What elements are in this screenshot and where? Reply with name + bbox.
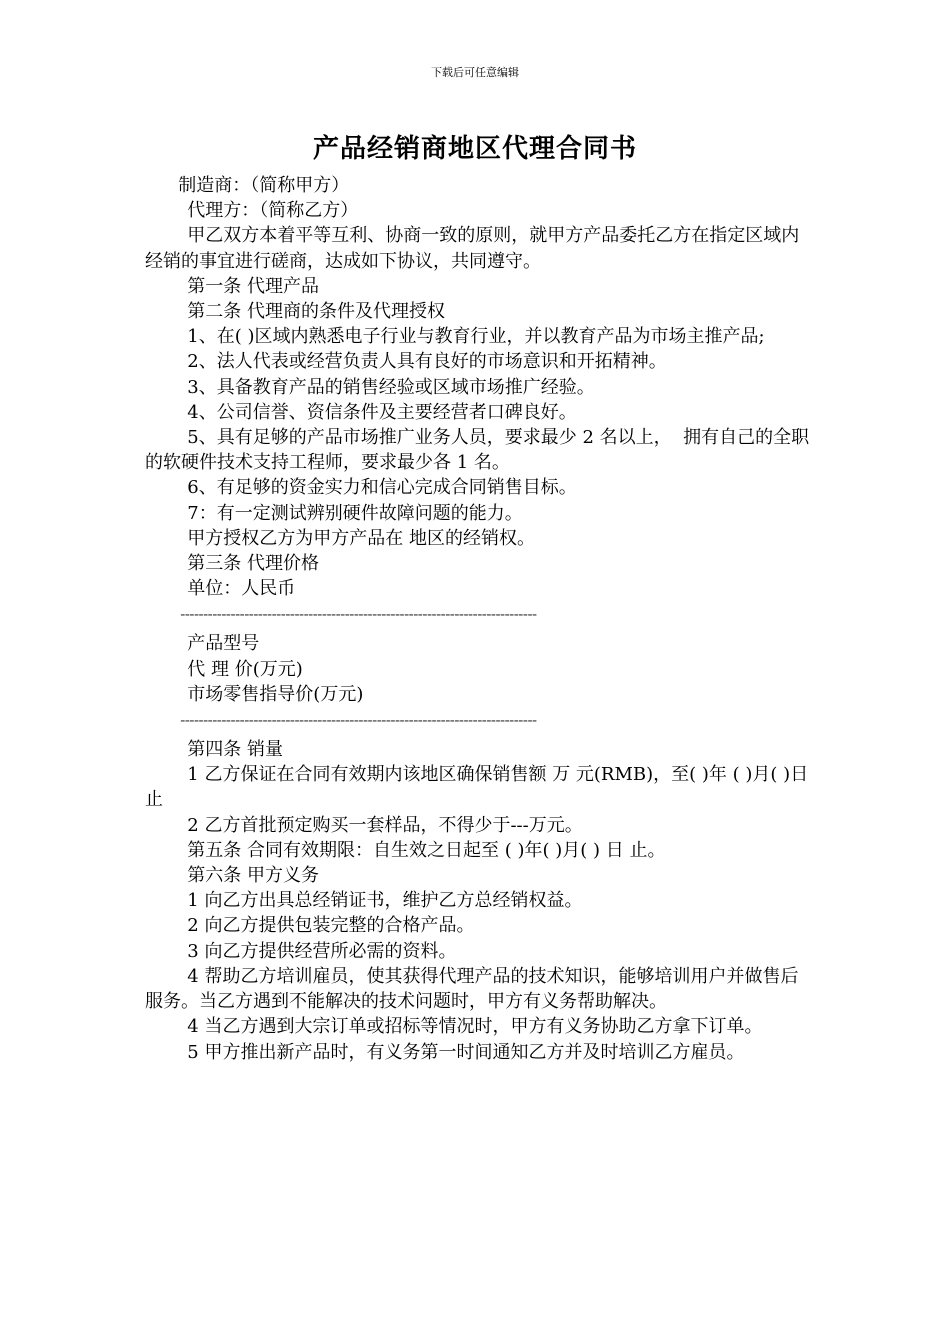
party-a-line: 制造商：（简称甲方） — [178, 175, 350, 196]
price-table-field: 市场零售指导价(万元) — [187, 683, 364, 705]
article-2-item: 6、有足够的资金实力和信心完成合同销售目标。 — [187, 477, 577, 499]
article-4-item: 2 乙方首批预定购买一套样品，不得少于---万元。 — [187, 814, 583, 836]
price-table-field: 产品型号 — [187, 633, 260, 655]
article-5-paragraph: 第五条 合同有效期限：自生效之日起至 ( )年( )月( ) 日 止。 — [187, 839, 666, 861]
article-1-heading: 第一条 代理产品 — [187, 275, 320, 297]
article-2-item: 4、公司信誉、资信条件及主要经营者口碑良好。 — [187, 401, 577, 423]
article-4-heading: 第四条 销量 — [187, 739, 284, 761]
article-2-item: 1、在( )区域内熟悉电子行业与教育行业，并以教育产品为市场主推产品; — [187, 326, 765, 348]
article-2-heading: 第二条 代理商的条件及代理授权 — [187, 301, 446, 323]
currency-unit-line: 单位：人民币 — [187, 578, 296, 600]
header-note: 下载后可任意编辑 — [431, 66, 519, 79]
article-2-item: 5、具有足够的产品市场推广业务人员，要求最少 2 名以上， 拥有自己的全职的软硬件技术支持工程师，要求最少各 1 名。 — [145, 427, 810, 474]
article-6-item: 3 向乙方提供经营所必需的资料。 — [187, 940, 457, 962]
article-2-item: 7：有一定测试辨别硬件故障问题的能力。 — [187, 502, 523, 524]
article-6-item: 1 向乙方出具总经销证书，维护乙方总经销权益。 — [187, 890, 583, 912]
dashed-separator: ------------------------------------------------------------------------------ — [180, 605, 537, 624]
authorization-paragraph: 甲方授权乙方为甲方产品在 地区的经销权。 — [187, 527, 536, 549]
document-body — [145, 173, 810, 1065]
article-6-item: 4 帮助乙方培训雇员，使其获得代理产品的技术知识，能够培训用户并做售后服务。当乙方遇到不能解决的技术问题时，甲方有义务帮助解决。 — [145, 965, 799, 1013]
dashed-separator: ------------------------------------------------------------------------------ — [180, 711, 537, 730]
article-4-item: 1 乙方保证在合同有效期内该地区确保销售额 万 元(RMB)，至( )年 ( )月( )日止 — [145, 764, 809, 811]
article-2-item: 2、法人代表或经营负责人具有良好的市场意识和开拓精神。 — [187, 351, 667, 373]
article-6-item: 2 向乙方提供包装完整的合格产品。 — [187, 915, 475, 937]
article-6-item: 5 甲方推出新产品时，有义务第一时间通知乙方并及时培训乙方雇员。 — [187, 1041, 745, 1063]
article-6-heading: 第六条 甲方义务 — [187, 865, 320, 887]
article-3-heading: 第三条 代理价格 — [187, 553, 320, 575]
party-b-line: 代理方：（简称乙方） — [187, 200, 359, 222]
document-title: 产品经销商地区代理合同书 — [312, 134, 637, 164]
price-table-field: 代 理 价(万元) — [187, 658, 303, 680]
preamble-paragraph: 甲乙双方本着平等互利、协商一致的原则，就甲方产品委托乙方在指定区域内经销的事宜进行磋商，达成如下协议，共同遵守。 — [145, 225, 800, 272]
article-2-item: 3、具备教育产品的销售经验或区域市场推广经验。 — [187, 376, 595, 398]
article-6-item: 4 当乙方遇到大宗订单或招标等情况时，甲方有义务协助乙方拿下订单。 — [187, 1016, 763, 1038]
